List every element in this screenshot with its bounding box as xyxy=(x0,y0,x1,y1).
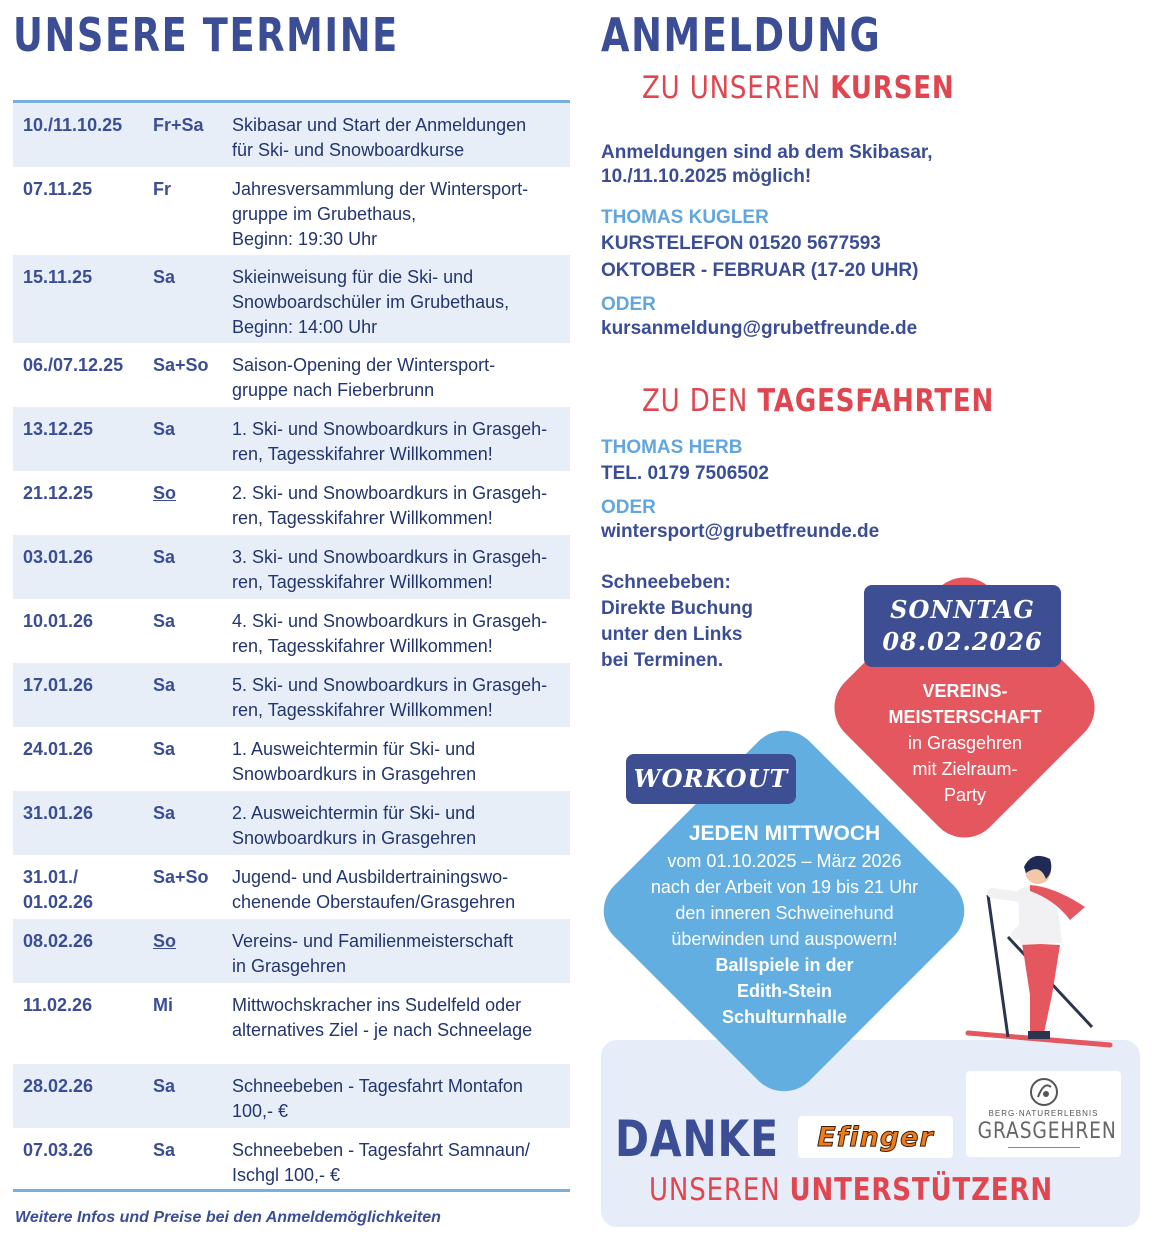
schedule-description: Mittwochskracher ins Sudelfeld oder alternatives Ziel - je nach Schneelage xyxy=(232,995,533,1040)
schedule-day: Sa xyxy=(153,739,176,759)
schedule-description: Jahresversammlung der Wintersport- gruppe im Grubethaus, Beginn: 19:30 Uhr xyxy=(232,179,529,249)
schedule-description: 4. Ski- und Snowboardkurs in Grasgeh- ren, Tagesskifahrer Willkommen! xyxy=(232,611,548,656)
schedule-day: Sa xyxy=(153,267,176,287)
schedule-row xyxy=(13,535,570,599)
schedule-row xyxy=(13,855,570,919)
sunday-tag-line-1: SONNTAG xyxy=(890,595,1035,624)
schedule-date: 08.02.26 xyxy=(23,931,94,951)
schedule-date: 03.01.26 xyxy=(23,547,94,567)
schedule-day: Sa xyxy=(153,419,176,439)
thanks-title: DANKE xyxy=(615,1110,779,1168)
schedule-date: 06./07.12.25 xyxy=(23,355,124,375)
schedule-day: Sa xyxy=(153,547,176,567)
skier-illustration xyxy=(960,845,1120,1050)
workout-line-2: nach der Arbeit von 19 bis 21 Uhr xyxy=(650,877,919,897)
schedule-row xyxy=(13,103,570,167)
schedule-description: 3. Ski- und Snowboardkurs in Grasgeh- ren, Tagesskifahrer Willkommen! xyxy=(232,547,548,592)
efinger-wordmark: Efinger xyxy=(817,1122,934,1153)
schedule-day: Sa xyxy=(153,675,176,695)
schedule-date: 24.01.26 xyxy=(23,739,94,759)
courses-hours: OKTOBER - FEBRUAR (17-20 UHR) xyxy=(601,260,919,281)
schedule-date: 10./11.10.25 xyxy=(23,115,123,135)
courses-phone: KURSTELEFON 01520 5677593 xyxy=(601,233,881,254)
schedule-row xyxy=(13,167,570,255)
ski-pole-left xyxy=(988,895,1008,1037)
grasgehren-tagline: BERG·NATURERLEBNIS xyxy=(988,1109,1099,1118)
schedule-date: 17.01.26 xyxy=(23,675,94,695)
efinger-logo[interactable] xyxy=(798,1116,953,1158)
schedule-description: 1. Ausweichtermin für Ski- und Snowboardkurs in Grasgehren xyxy=(232,739,477,784)
schedule-description: Jugend- und Ausbildertrainingswo- chenende Oberstaufen/Grasgehren xyxy=(232,867,516,912)
sunday-tag-line-2: 08.02.2026 xyxy=(882,627,1043,656)
schedule-row xyxy=(13,407,570,471)
registration-title: ANMELDUNG xyxy=(601,8,882,62)
schneebeben-note-3: unter den Links xyxy=(601,624,743,645)
schedule-row xyxy=(13,599,570,663)
schedule-date: 11.02.26 xyxy=(23,995,93,1015)
daytrips-contact-name: THOMAS HERB xyxy=(601,437,743,458)
schedule-row xyxy=(13,255,570,343)
workout-title: JEDEN MITTWOCH xyxy=(688,822,881,845)
schedule-date: 13.12.25 xyxy=(23,419,94,439)
schedule-description: Vereins- und Familienmeisterschaft in Grasgehren xyxy=(232,931,514,976)
schedule-row xyxy=(13,919,570,983)
championship-title-1: VEREINS- xyxy=(922,681,1008,701)
schedule-row xyxy=(13,1128,570,1192)
schedule-row xyxy=(13,663,570,727)
sunday-date-tag xyxy=(864,585,1061,667)
courses-email-link[interactable]: kursanmeldung@grubetfreunde.de xyxy=(601,318,918,339)
schedule-description: Skieinweisung für die Ski- und Snowboardschüler im Grubethaus, Beginn: 14:00 Uhr xyxy=(232,267,510,337)
schedule-date: 07.03.26 xyxy=(23,1140,94,1160)
courses-contact-name: THOMAS KUGLER xyxy=(601,207,769,228)
championship-line-2: mit Zielraum- xyxy=(912,759,1018,779)
schedule-description: 1. Ski- und Snowboardkurs in Grasgeh- ren, Tagesskifahrer Willkommen! xyxy=(232,419,548,464)
schedule-description: Skibasar und Start der Anmeldungen für Ski- und Snowboardkurse xyxy=(232,115,527,160)
schedule-bottom-rule xyxy=(13,1189,570,1192)
schedule-row xyxy=(13,471,570,535)
schneebeben-note-2: Direkte Buchung xyxy=(601,598,754,619)
schedule-date: 31.01.26 xyxy=(23,803,94,823)
schedule-date: 10.01.26 xyxy=(23,611,94,631)
schedule-date: 21.12.25 xyxy=(23,483,94,503)
schedule-date: 31.01./ 01.02.26 xyxy=(23,867,94,912)
daytrips-phone: TEL. 0179 7506502 xyxy=(601,463,769,484)
schedule-day[interactable]: So xyxy=(153,483,177,503)
schedule-date: 07.11.25 xyxy=(23,179,93,199)
grasgehren-wordmark: GRASGEHREN xyxy=(977,1119,1117,1144)
schedule-day: Sa xyxy=(153,611,176,631)
schedule-description: 2. Ausweichtermin für Ski- und Snowboardkurs in Grasgehren xyxy=(232,803,477,848)
schedule-row xyxy=(13,983,570,1064)
schedule-row xyxy=(13,1064,570,1128)
workout-bold-1: Ballspiele in der xyxy=(715,955,854,975)
courses-note-2: 10./11.10.2025 möglich! xyxy=(601,166,812,187)
schedule-day: Fr xyxy=(153,179,171,199)
championship-line-3: Party xyxy=(943,785,986,805)
courses-note-1: Anmeldungen sind ab dem Skibasar, xyxy=(601,142,933,163)
workout-bold-2: Edith-Stein xyxy=(737,981,832,1001)
schedule-description: Saison-Opening der Wintersport- gruppe nach Fieberbrunn xyxy=(232,355,496,400)
schedule-description: Schneebeben - Tagesfahrt Montafon 100,- € xyxy=(232,1076,523,1121)
daytrips-subtitle: ZU DEN TAGESFAHRTEN xyxy=(642,383,995,419)
schedule-day[interactable]: So xyxy=(153,931,177,951)
workout-line-1: vom 01.10.2025 – März 2026 xyxy=(667,851,902,871)
schedule-table xyxy=(13,100,570,1192)
workout-bold-3: Schulturnhalle xyxy=(721,1007,847,1027)
daytrips-email-link[interactable]: wintersport@grubetfreunde.de xyxy=(601,521,880,542)
workout-text xyxy=(622,820,947,1030)
schneebeben-note-1: Schneebeben: xyxy=(601,572,731,593)
daytrips-or: ODER xyxy=(601,497,656,518)
club-championship-text xyxy=(850,678,1080,808)
schedule-day: Mi xyxy=(153,995,173,1015)
championship-line-1: in Grasgehren xyxy=(907,733,1023,753)
schedule-date: 15.11.25 xyxy=(23,267,93,287)
schedule-day: Sa+So xyxy=(153,355,209,375)
schedule-title: UNSERE TERMINE xyxy=(13,8,399,62)
courses-or: ODER xyxy=(601,294,656,315)
workout-line-3: den inneren Schweinehund xyxy=(675,903,894,923)
schedule-row xyxy=(13,727,570,791)
workout-tag: WORKOUT xyxy=(626,754,796,804)
schedule-row xyxy=(13,343,570,407)
schedule-day: Sa xyxy=(153,1076,176,1096)
schedule-row xyxy=(13,791,570,855)
schedule-day: Sa xyxy=(153,803,176,823)
schedule-description: 5. Ski- und Snowboardkurs in Grasgeh- ren, Tagesskifahrer Willkommen! xyxy=(232,675,548,720)
grasgehren-logo[interactable] xyxy=(966,1071,1121,1157)
courses-subtitle: ZU UNSEREN KURSEN xyxy=(642,70,955,106)
schedule-day: Sa xyxy=(153,1140,176,1160)
grasgehren-emblem-icon xyxy=(1029,1077,1059,1107)
schedule-day: Fr+Sa xyxy=(153,115,204,135)
schedule-date: 28.02.26 xyxy=(23,1076,94,1096)
schedule-day: Sa+So xyxy=(153,867,209,887)
thanks-subtitle: UNSEREN UNTERSTÜTZERN xyxy=(649,1172,1053,1208)
workout-line-4: überwinden und auspowern! xyxy=(671,929,898,949)
schedule-description: Schneebeben - Tagesfahrt Samnaun/ Ischgl 100,- € xyxy=(232,1140,530,1185)
championship-title-2: MEISTERSCHAFT xyxy=(888,707,1042,727)
schneebeben-note-4: bei Terminen. xyxy=(601,650,724,671)
skier-boot xyxy=(1028,1031,1050,1039)
schedule-footnote: Weitere Infos und Preise bei den Anmeldemöglichkeiten xyxy=(15,1209,441,1226)
schedule-description: 2. Ski- und Snowboardkurs in Grasgeh- ren, Tagesskifahrer Willkommen! xyxy=(232,483,548,528)
